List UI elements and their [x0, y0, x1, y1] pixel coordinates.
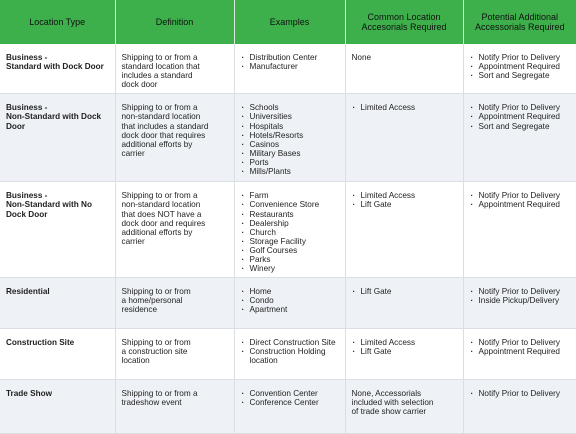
bullet-list	[352, 103, 457, 112]
list-item: · Farm	[241, 191, 339, 200]
bullet-list	[241, 191, 339, 273]
list-item: · Hotels/Resorts	[241, 131, 339, 140]
table-row	[0, 182, 576, 278]
list-item: · Home	[241, 287, 339, 296]
header-location-type: Location Type	[0, 0, 115, 44]
cell-common-accessorials	[345, 44, 463, 94]
cell-common-accessorials	[345, 94, 463, 182]
list-item: · Sort and Segregate	[470, 122, 571, 131]
cell-location-type: Business - Non-Standard with Dock Door	[0, 94, 115, 182]
cell-text: None	[351, 53, 372, 62]
bullet-list	[470, 191, 571, 209]
table-header	[0, 0, 576, 44]
list-item: · Notify Prior to Delivery	[470, 338, 571, 347]
cell-definition: Shipping to or from a construction site location	[115, 329, 234, 380]
list-item: · Construction Holding location	[241, 347, 339, 365]
cell-examples	[234, 278, 345, 329]
cell-location-type: Construction Site	[0, 329, 115, 380]
cell-location-type: Trade Show	[0, 380, 115, 434]
list-item: · Parks	[241, 255, 339, 264]
cell-text: None, Accessorials included with selection of trade show carrier	[351, 389, 434, 417]
list-item: · Dealership	[241, 219, 339, 228]
cell-definition: Shipping to or from a non-standard location that includes a standard dock door that requires additional efforts by carrier	[115, 94, 234, 182]
bullet-list	[241, 53, 339, 71]
cell-location-type: Business - Standard with Dock Door	[0, 44, 115, 94]
list-item: · Schools	[241, 103, 339, 112]
list-item: · Apartment	[241, 305, 339, 314]
list-item: · Notify Prior to Delivery	[470, 191, 571, 200]
cell-examples	[234, 329, 345, 380]
header-definition: Definition	[115, 0, 234, 44]
header-common-accessorials: Common Location Accesorials Required	[345, 0, 463, 44]
bullet-list	[470, 53, 571, 80]
list-item: · Notify Prior to Delivery	[470, 53, 571, 62]
list-item: · Manufacturer	[241, 62, 339, 71]
bullet-list	[241, 389, 339, 407]
list-item: · Convention Center	[241, 389, 339, 398]
list-item: · Appointment Required	[470, 62, 571, 71]
list-item: · Restaurants	[241, 210, 339, 219]
cell-common-accessorials	[345, 182, 463, 278]
cell-potential-accessorials	[463, 44, 576, 94]
bullet-list	[352, 191, 457, 209]
list-item: · Appointment Required	[470, 112, 571, 121]
list-item: · Military Bases	[241, 149, 339, 158]
cell-definition: Shipping to or from a non-standard location that does NOT have a dock door and requires additional efforts by carrier	[115, 182, 234, 278]
list-item: · Lift Gate	[352, 200, 457, 209]
table-row	[0, 94, 576, 182]
bullet-list	[470, 338, 571, 356]
bullet-list	[241, 338, 339, 365]
list-item: · Winery	[241, 264, 339, 273]
list-item: · Ports	[241, 158, 339, 167]
header-examples: Examples	[234, 0, 345, 44]
list-item: · Limited Access	[352, 103, 457, 112]
list-item: · Storage Facility	[241, 237, 339, 246]
list-item: · Appointment Required	[470, 200, 571, 209]
table-row	[0, 329, 576, 380]
table-row	[0, 380, 576, 434]
list-item: · Church	[241, 228, 339, 237]
cell-location-type: Residential	[0, 278, 115, 329]
list-item: · Direct Construction Site	[241, 338, 339, 347]
list-item: · Universities	[241, 112, 339, 121]
cell-common-accessorials	[345, 278, 463, 329]
list-item: · Inside Pickup/Delivery	[470, 296, 571, 305]
list-item: · Convenience Store	[241, 200, 339, 209]
cell-examples	[234, 380, 345, 434]
list-item: · Mills/Plants	[241, 167, 339, 176]
header-row	[0, 0, 576, 44]
list-item: · Hospitals	[241, 122, 339, 131]
bullet-list	[241, 103, 339, 176]
bullet-list	[470, 103, 571, 130]
list-item: · Limited Access	[352, 338, 457, 347]
list-item: · Limited Access	[352, 191, 457, 200]
cell-potential-accessorials	[463, 182, 576, 278]
table-row	[0, 278, 576, 329]
list-item: · Lift Gate	[352, 347, 457, 356]
list-item: · Notify Prior to Delivery	[470, 389, 571, 398]
list-item: · Conference Center	[241, 398, 339, 407]
list-item: · Appointment Required	[470, 347, 571, 356]
cell-location-type: Business - Non-Standard with No Dock Door	[0, 182, 115, 278]
cell-examples	[234, 44, 345, 94]
bullet-list	[470, 389, 571, 398]
bullet-list	[470, 287, 571, 305]
list-item: · Notify Prior to Delivery	[470, 287, 571, 296]
cell-potential-accessorials	[463, 329, 576, 380]
bullet-list	[352, 338, 457, 356]
header-potential-accessorials: Potential Additional Accessorials Required	[463, 0, 576, 44]
table-body	[0, 44, 576, 434]
cell-potential-accessorials	[463, 94, 576, 182]
list-item: · Sort and Segregate	[470, 71, 571, 80]
list-item: · Condo	[241, 296, 339, 305]
cell-common-accessorials	[345, 380, 463, 434]
list-item: · Golf Courses	[241, 246, 339, 255]
cell-potential-accessorials	[463, 380, 576, 434]
cell-definition: Shipping to or from a home/personal residence	[115, 278, 234, 329]
list-item: · Distribution Center	[241, 53, 339, 62]
cell-examples	[234, 94, 345, 182]
list-item: · Notify Prior to Delivery	[470, 103, 571, 112]
list-item: · Lift Gate	[352, 287, 457, 296]
cell-definition: Shipping to or from a standard location that includes a standard dock door	[115, 44, 234, 94]
bullet-list	[352, 287, 457, 296]
cell-common-accessorials	[345, 329, 463, 380]
cell-examples	[234, 182, 345, 278]
cell-potential-accessorials	[463, 278, 576, 329]
bullet-list	[241, 287, 339, 314]
table-row	[0, 44, 576, 94]
list-item: · Casinos	[241, 140, 339, 149]
cell-definition: Shipping to or from a tradeshow event	[115, 380, 234, 434]
